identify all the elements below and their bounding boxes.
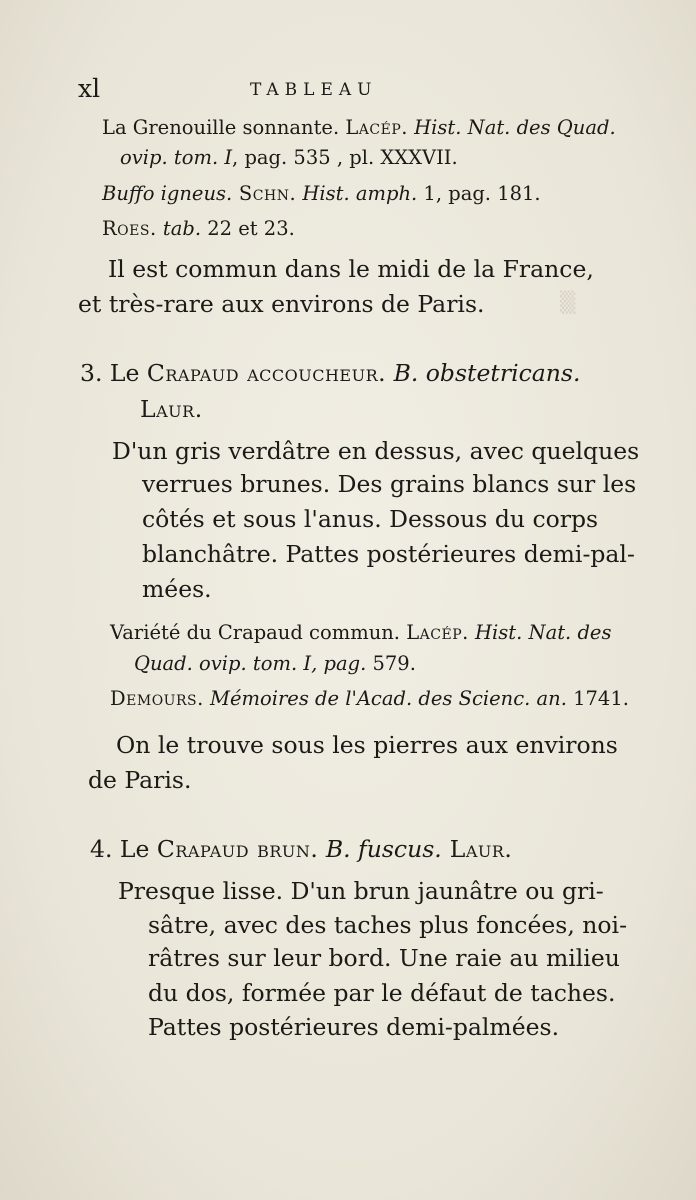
ref-author: Lacép. [345, 116, 408, 139]
species-number: 4. Le [90, 835, 157, 863]
ref-author: Roes. [102, 217, 157, 240]
species-author: Laur. [441, 835, 513, 863]
description-4-line4: du dos, formée par le défaut de taches. [148, 979, 616, 1007]
description-3-line1: D'un gris verdâtre en dessus, avec quelques [112, 437, 640, 465]
habitat-text-line2: et très-rare aux environs de Paris. [78, 290, 485, 318]
ref-tab: tab. [156, 217, 202, 240]
reference-demours [110, 687, 629, 710]
bleed-through: ▒ [560, 290, 576, 314]
ref-work: Hist. Nat. des Quad. [407, 116, 616, 139]
ref-year: 1741. [566, 687, 629, 710]
species-common-name: Crapaud brun. [156, 835, 319, 863]
species-latin-name: B. fuscus. [318, 835, 442, 863]
species-number: 3. Le [80, 359, 147, 387]
page-number: xl [78, 74, 101, 103]
species-author-3: Laur. [140, 395, 203, 423]
ref-volume: Quad. ovip. tom. I, [134, 652, 318, 675]
description-3-line3: côtés et sous l'anus. Dessous du corps [142, 505, 599, 533]
habitat-text-line1: Il est commun dans le midi de la France, [108, 255, 594, 283]
running-title: TABLEAU [250, 80, 378, 100]
ref-pag: pag. [317, 652, 367, 675]
reference-variety-line1 [110, 621, 611, 644]
reference-lacepede-line2 [120, 146, 458, 169]
ref-pages: 579. [366, 652, 416, 675]
reference-roesel [102, 217, 295, 240]
ref-work: Hist. Nat. des [468, 621, 612, 644]
ref-species: Buffo igneus. [102, 182, 233, 205]
reference-lacepede-line1 [102, 116, 616, 139]
description-4-line1: Presque lisse. D'un brun jaunâtre ou gri- [118, 877, 604, 905]
ref-text: La Grenouille sonnante. [102, 116, 346, 139]
ref-volume: ovip. tom. I [120, 146, 233, 169]
ref-pages: 22 et 23. [201, 217, 295, 240]
description-4-line5: Pattes postérieures demi-palmées. [148, 1013, 560, 1041]
habitat-text-2-line1: On le trouve sous les pierres aux environs [116, 731, 618, 759]
species-heading-3 [80, 359, 580, 387]
description-3-line2: verrues brunes. Des grains blancs sur les [142, 470, 637, 498]
ref-pages: 1, pag. 181. [417, 182, 541, 205]
species-common-name: Crapaud accoucheur. [146, 359, 387, 387]
ref-work: Mémoires de l'Acad. des Scienc. an. [203, 687, 567, 710]
reference-variety-line2 [134, 652, 416, 675]
ref-pages: , pag. 535 , pl. XXXVII. [232, 146, 458, 169]
description-3-line4: blanchâtre. Pattes postérieures demi-pal- [142, 540, 635, 568]
reference-schneider [102, 182, 541, 205]
species-heading-4 [90, 835, 512, 863]
species-latin-name: B. obstetricans. [386, 359, 581, 387]
habitat-text-2-line2: de Paris. [88, 766, 192, 794]
ref-text: Variété du Crapaud commun. [110, 621, 407, 644]
ref-author: Demours. [110, 687, 204, 710]
description-3-line5: mées. [142, 575, 212, 603]
description-4-line3: râtres sur leur bord. Une raie au milieu [148, 944, 620, 972]
description-4-line2: sâtre, avec des taches plus foncées, noi- [148, 911, 628, 939]
ref-author: Schn. [232, 182, 297, 205]
ref-author: Lacép. [406, 621, 469, 644]
ref-work: Hist. amph. [296, 182, 418, 205]
